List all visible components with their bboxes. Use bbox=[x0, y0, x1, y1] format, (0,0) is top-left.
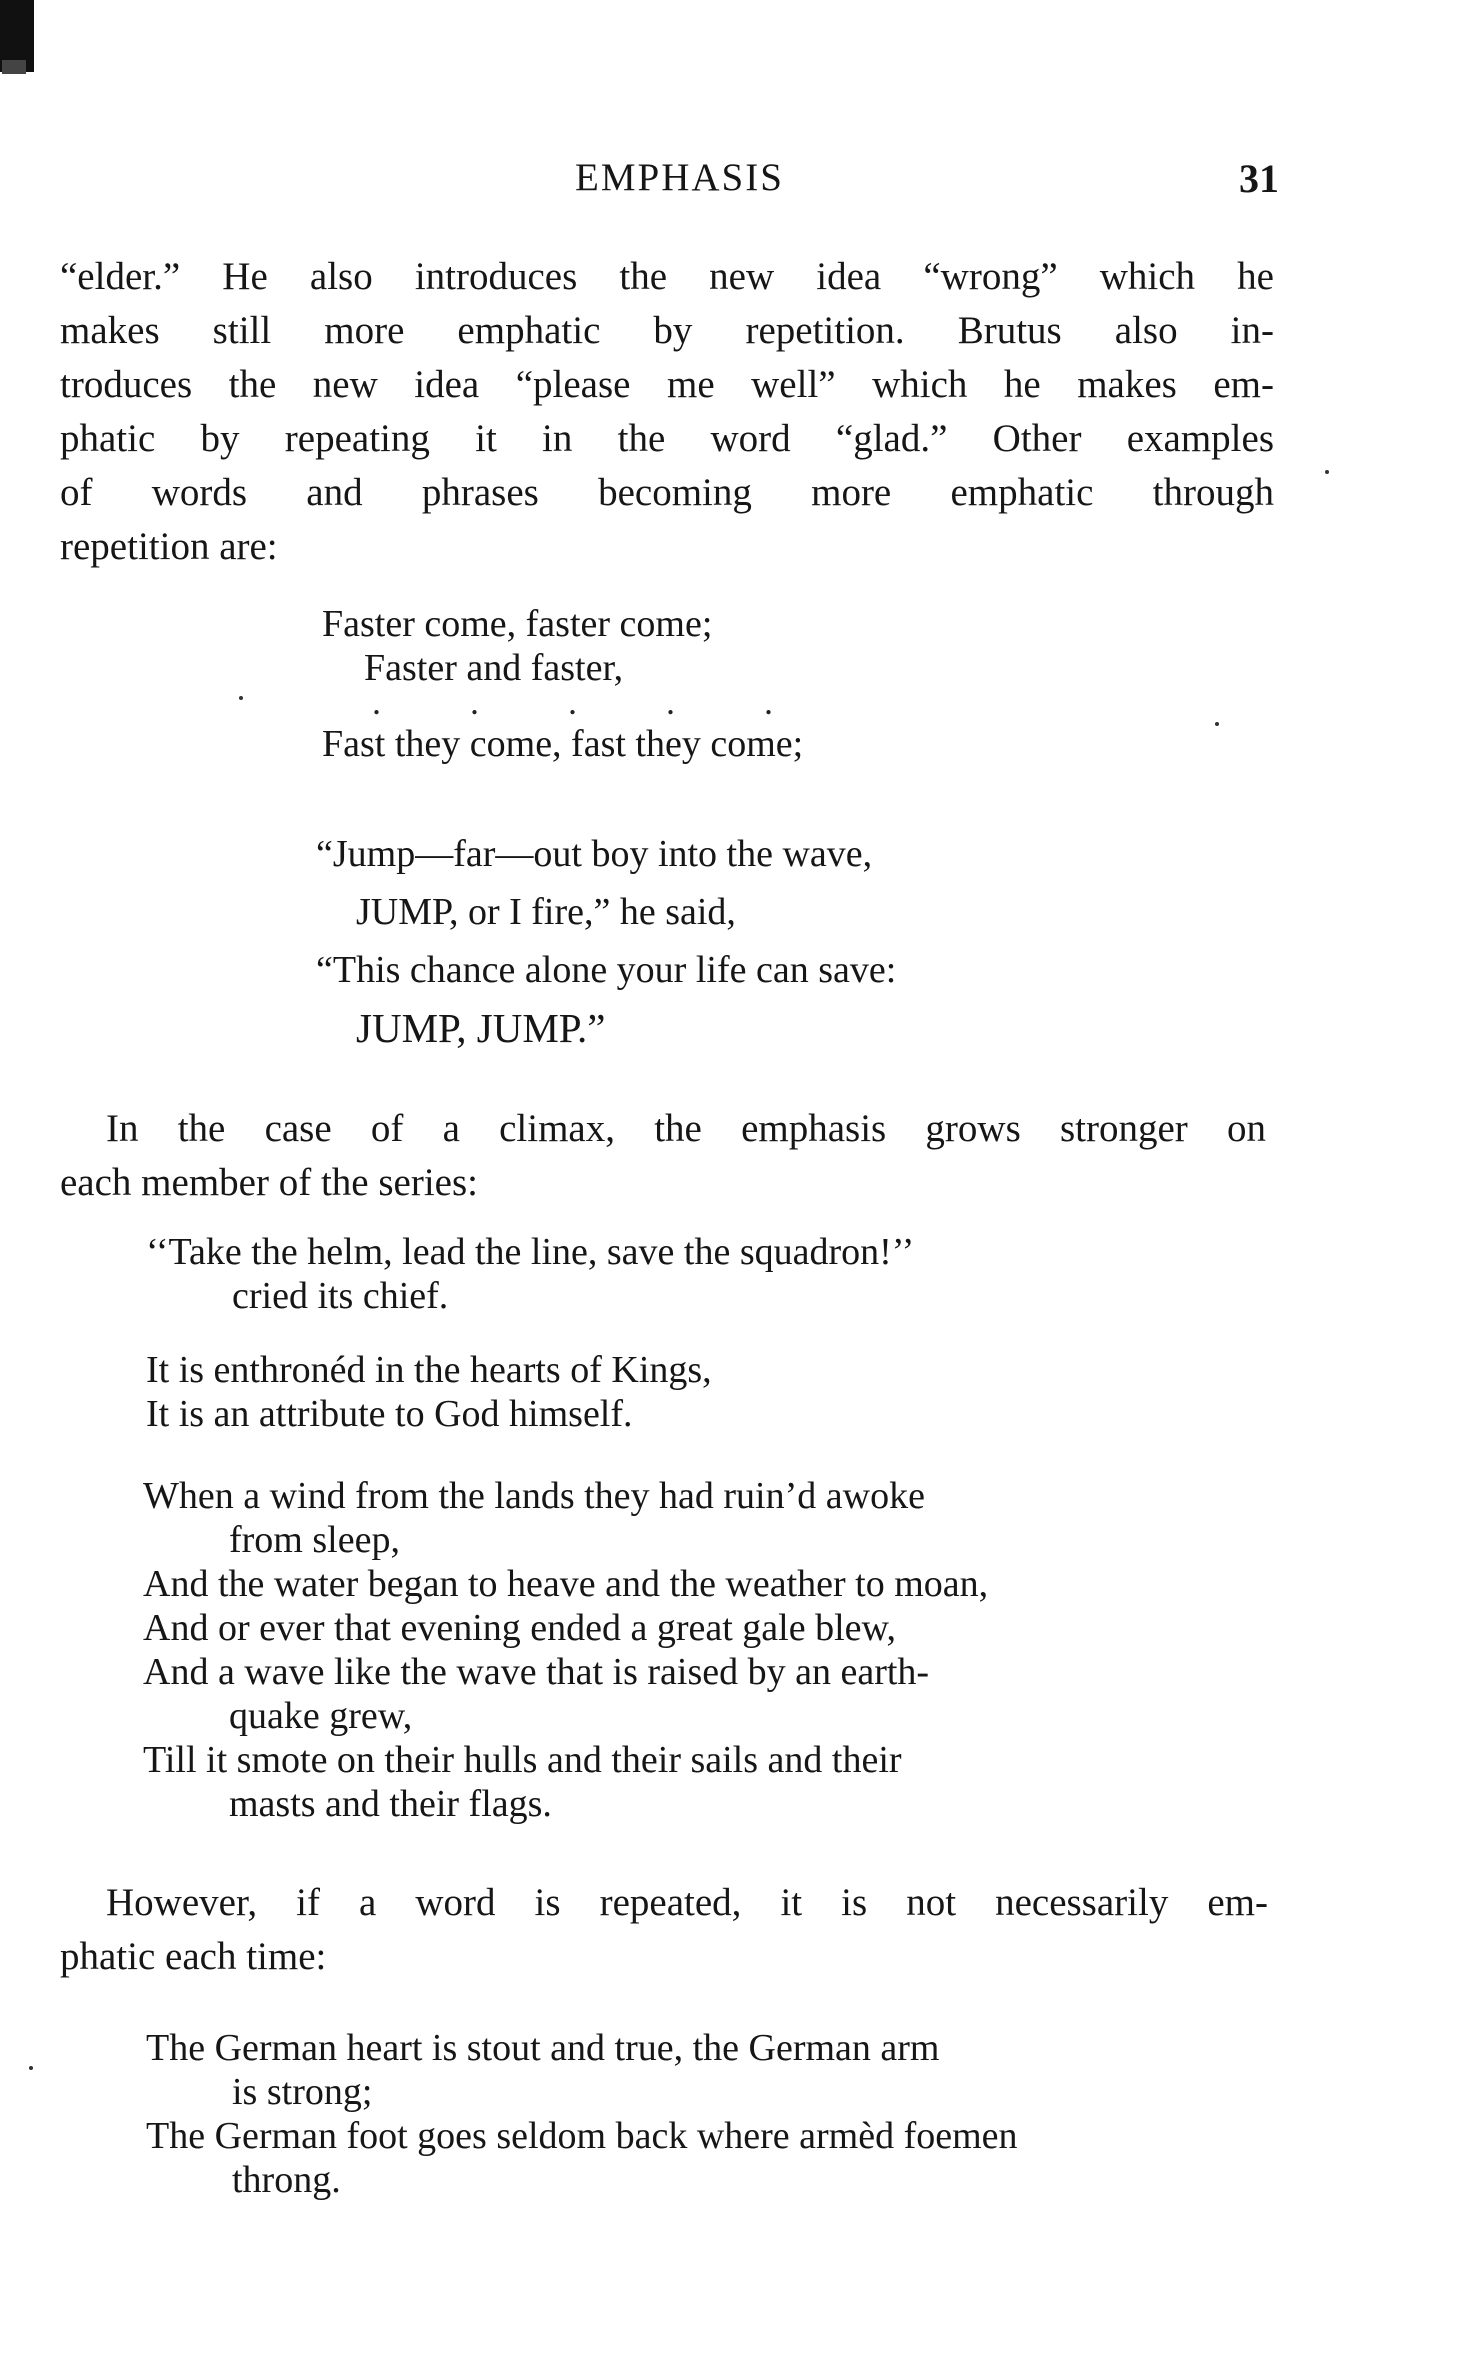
quote-line: throng. bbox=[232, 2159, 341, 2201]
verse-line: “Jump—far—out boy into the wave, bbox=[316, 833, 873, 875]
quote-line: It is enthronéd in the hearts of Kings, bbox=[146, 1349, 712, 1391]
paragraph-line: “elder.” He also introduces the new idea “wrong” which he bbox=[60, 255, 1274, 298]
verse-2 bbox=[316, 825, 896, 1057]
verse-line: Faster come, faster come; bbox=[322, 603, 713, 645]
paragraph-1 bbox=[60, 250, 1274, 574]
quote-line: quake grew, bbox=[229, 1695, 413, 1737]
paragraph-3 bbox=[60, 1876, 1274, 1984]
paragraph-line: phatic each time: bbox=[60, 1935, 327, 1978]
stray-mark bbox=[239, 696, 243, 700]
verse-line: JUMP, or I fire,” he said, bbox=[356, 891, 736, 933]
quote-line: It is an attribute to God himself. bbox=[146, 1393, 633, 1435]
paragraph-line: In the case of a climax, the emphasis grows stronger on bbox=[106, 1107, 1266, 1150]
quote-3 bbox=[143, 1474, 988, 1826]
quote-line: The German foot goes seldom back where armèd foemen bbox=[146, 2115, 1018, 2157]
paragraph-line: repetition are: bbox=[60, 525, 278, 568]
paragraph-line: each member of the series: bbox=[60, 1161, 478, 1204]
quote-1 bbox=[146, 1230, 914, 1318]
verse-line: Fast they come, fast they come; bbox=[322, 723, 804, 765]
paragraph-line: phatic by repeating it in the word “glad.” Other examples bbox=[60, 417, 1274, 460]
quote-line: And or ever that evening ended a great gale blew, bbox=[143, 1607, 896, 1649]
stray-mark bbox=[1215, 722, 1219, 726]
paragraph-2 bbox=[60, 1102, 1274, 1210]
paragraph-line: makes still more emphatic by repetition. Brutus also in- bbox=[60, 309, 1274, 352]
paragraph-line: of words and phrases becoming more emphatic through bbox=[60, 471, 1274, 514]
quote-line: When a wind from the lands they had ruin’d awoke bbox=[143, 1475, 925, 1517]
paragraph-line: However, if a word is repeated, it is not necessarily em- bbox=[106, 1881, 1268, 1924]
verse-line: Faster and faster, bbox=[364, 647, 624, 689]
quote-2 bbox=[146, 1348, 712, 1436]
quote-line: is strong; bbox=[232, 2071, 373, 2113]
quote-line: ‘‘Take the helm, lead the line, save the squadron!’’ bbox=[146, 1231, 915, 1273]
verse-1 bbox=[322, 602, 813, 766]
stray-mark bbox=[1325, 470, 1329, 474]
verse-ellipsis: . . . . . bbox=[372, 682, 813, 722]
scan-speck bbox=[2, 60, 26, 74]
running-head: EMPHASIS bbox=[575, 156, 784, 199]
paragraph-line: troduces the new idea “please me well” which he makes em- bbox=[60, 363, 1274, 406]
quote-4 bbox=[146, 2026, 1018, 2202]
verse-line: “This chance alone your life can save: bbox=[316, 949, 897, 991]
verse-line: JUMP, JUMP.” bbox=[356, 1005, 606, 1051]
quote-line: from sleep, bbox=[229, 1519, 400, 1561]
quote-line: masts and their flags. bbox=[229, 1783, 552, 1825]
quote-line: The German heart is stout and true, the German arm bbox=[146, 2027, 940, 2069]
stray-mark bbox=[29, 2066, 33, 2070]
quote-line: And the water began to heave and the weather to moan, bbox=[143, 1563, 989, 1605]
quote-line: And a wave like the wave that is raised by an earth- bbox=[143, 1651, 930, 1693]
quote-line: cried its chief. bbox=[232, 1275, 449, 1317]
page-number: 31 bbox=[1239, 156, 1279, 201]
quote-line: Till it smote on their hulls and their sails and their bbox=[143, 1739, 902, 1781]
